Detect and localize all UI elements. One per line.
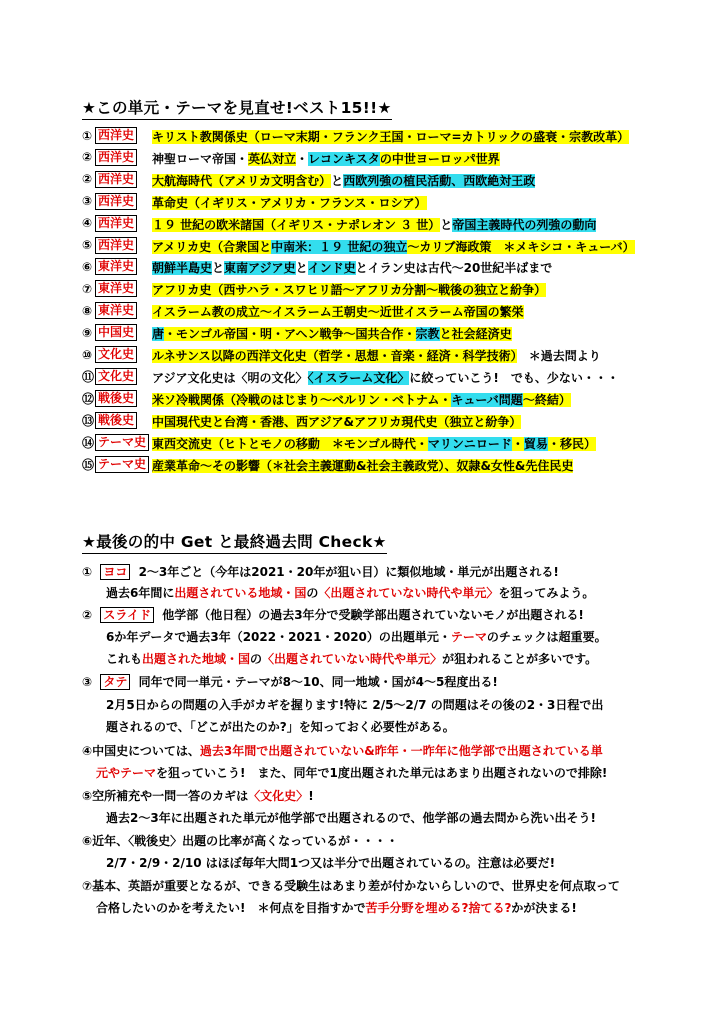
topic-text-segment: 帝国主義時代の列強の動向 (452, 217, 597, 232)
topic-description (152, 149, 500, 169)
topic-text-segment: アメリカ史（合衆国と (152, 239, 272, 254)
topic-text-segment: アジア文化史は〈明の文化〉 (152, 370, 308, 385)
topic-text-segment: 〈イスラーム文化〉 (307, 370, 410, 385)
topic-row (82, 346, 601, 366)
topic-text-segment: 米ソ冷戦関係（冷戦のはじまり～ベルリン・ベトナム・ (152, 392, 452, 407)
tip-tag-yoko: ヨコ (100, 564, 130, 580)
topic-text-segment: と (212, 261, 225, 276)
topic-description (152, 456, 573, 476)
topic-category: 文化史 (95, 368, 137, 385)
topic-text-segment: 唐 (152, 327, 165, 342)
tip-line-4: 6か年データで過去3年（2022・2021・2020）の出題単元・テーマのチェックは超重要。 (106, 630, 607, 644)
topic-category: 中国史 (95, 324, 137, 341)
topic-text-segment: アフリカ史（西サハラ・スワヒリ語～アフリカ分割～戦後の独立と紛争） (152, 283, 547, 298)
topic-category: 東洋史 (95, 280, 137, 297)
topic-text-segment: レコンキスタ (308, 151, 380, 166)
topic-row (82, 215, 597, 235)
topic-text-segment: インド史 (307, 261, 356, 276)
topic-text-segment: 宗教 (415, 327, 440, 342)
topic-text-segment: と (440, 217, 453, 232)
topic-text-segment: 貿易 (523, 436, 548, 451)
topic-description (152, 324, 512, 344)
topic-text-segment: ～終結） (522, 392, 571, 407)
topic-row (82, 171, 536, 191)
tip-line-3: ② スライド 他学部（他日程）の過去3年分で受験学部出題されていないモノが出題される! (82, 608, 584, 622)
section2-title: ★最後の的中 Get と最終過去問 Check★ (82, 530, 387, 554)
topic-row (82, 302, 524, 322)
tip-line-7: 2月5日からの問題の入手がカギを握ります!特に 2/5～2/7 の問題はその後の2・3日程で出 (106, 698, 604, 712)
topic-text-segment: と社会経済史 (439, 327, 512, 342)
topic-row (82, 193, 427, 213)
topic-number: ② (82, 172, 93, 187)
tip-line-9: ④中国史については、過去3年間で出題されていない&昨年・一昨年に他学部で出題されている単 (82, 744, 603, 758)
topic-text-segment: 神聖ローマ帝国・ (152, 151, 249, 166)
topic-number: ⑩ (82, 347, 93, 362)
topic-number: ⑤ (82, 238, 93, 252)
topic-text-segment: 中国現代史と台湾・香港、西アジア&アフリカ現代史（独立と紛争） (152, 414, 522, 429)
topic-row (82, 434, 596, 454)
topic-number: ③ (82, 194, 93, 209)
topic-description (152, 346, 601, 366)
topic-text-segment: キューバ問題 (451, 392, 523, 407)
topic-text-segment: ・移民） (547, 436, 596, 451)
topic-category: 西洋史 (95, 193, 137, 210)
topic-text-segment: とイラン史は古代～20世紀半ばまで (355, 261, 553, 276)
tip-line-14: 2/7・2/9・2/10 はほぼ毎年大問1つ又は半分で出題されているの。注意は必要だ! (106, 856, 556, 870)
tip-line-10: 元やテーマを狙っていこう! また、同年で1度出題された単元はあまり出題されないので排除! (96, 766, 608, 780)
topic-text-segment: マリンニロード (427, 436, 512, 451)
topic-description (152, 171, 535, 191)
topic-category: テーマ史 (95, 434, 149, 451)
topic-text-segment: 英仏対立 (248, 151, 297, 166)
tip-line-13: ⑥近年、〈戦後史〉出題の比率が高くなっているが・・・・ (82, 834, 399, 848)
topic-number: ① (82, 128, 93, 143)
topic-row (82, 368, 619, 388)
topic-text-segment: ＊過去問より (516, 349, 601, 363)
topic-category: 東洋史 (95, 258, 137, 275)
topic-text-segment: 産業革命～その影響（＊社会主義運動&社会主義政党）、奴隷&女性&先住民史 (152, 458, 574, 473)
topic-text-segment: 革命史（イギリス・アメリカ・フランス・ロシア） (152, 195, 427, 210)
topic-number: ⑪ (82, 369, 95, 384)
tip-line-12: 過去2～3年に出題された単元が他学部で出題されるので、他学部の過去問から洗い出そう! (106, 811, 596, 825)
topic-description (152, 127, 629, 147)
topic-text-segment: の中世ヨーロッパ世界 (379, 151, 500, 166)
topic-number: ⑨ (82, 325, 93, 340)
topic-text-segment: ・モンゴル帝国・明・アヘン戦争～国共合作・ (164, 327, 416, 342)
tip-line-6: ③ タテ 同年で同一単元・テーマが8～10、同一地域・国が4～5程度出る! (82, 675, 498, 689)
topic-category: 戦後史 (95, 412, 137, 429)
topic-number: ⑦ (82, 281, 93, 296)
topic-description (152, 434, 596, 454)
topic-text-segment: 東西交流史（ヒトとモノの移動 ＊モンゴル時代・ (152, 436, 428, 451)
topic-description (152, 390, 571, 410)
topic-category: 西洋史 (95, 127, 137, 144)
topic-text-segment: ・ (511, 436, 524, 451)
topic-row (82, 412, 522, 432)
topic-number: ⑫ (82, 391, 95, 406)
topic-text-segment: 中南米：１９ 世紀の独立 (271, 239, 408, 254)
tip-line-16: 合格したいのかを考えたい! ＊何点を目指すかで苦手分野を埋める?捨てる?かが決まる! (96, 901, 577, 915)
topic-category: 戦後史 (95, 390, 137, 407)
topic-category: テーマ史 (95, 456, 149, 473)
topic-row (82, 237, 635, 257)
tip-line-1: ① ヨコ 2～3年ごと（今年は2021・20年が狙い目）に類似地域・単元が出題される! (82, 565, 559, 579)
topic-text-segment: 大航海時代（アメリカ文明含む） (152, 173, 332, 188)
topic-number: ⑭ (82, 435, 95, 450)
topic-text-segment: ・ (296, 151, 309, 166)
topic-category: 東洋史 (95, 302, 137, 319)
topic-row (82, 456, 574, 476)
topic-category: 文化史 (95, 346, 137, 363)
topic-number: ② (82, 150, 93, 165)
topic-category: 西洋史 (95, 149, 137, 166)
topic-row (82, 390, 571, 410)
topic-number: ④ (82, 216, 93, 231)
topic-text-segment: ルネサンス以降の西洋文化史（哲学・思想・音楽・経済・科学技術） (152, 349, 517, 363)
topic-text-segment: 西欧列強の植民活動、西欧絶対王政 (343, 173, 536, 188)
topic-text-segment: 東南アジア史 (224, 261, 296, 276)
tip-tag-tate: タテ (100, 674, 130, 690)
topic-text-segment: １９ 世紀の欧米諸国（イギリス・ナポレオン ３ 世） (152, 217, 441, 232)
topic-row (82, 127, 630, 147)
tip-line-5: これも出題された地域・国の〈出題されていない時代や単元〉が狙われることが多いです。 (106, 652, 598, 666)
topic-number: ⑥ (82, 259, 93, 274)
topic-category: 西洋史 (95, 171, 137, 188)
tip-line-2: 過去6年間に出題されている地域・国の〈出題されていない時代や単元〉を狙ってみよう。 (106, 586, 595, 600)
topic-description (152, 215, 596, 235)
topic-number: ⑮ (82, 457, 95, 472)
topic-row (82, 258, 553, 278)
topic-text-segment: イスラーム教の成立～イスラーム王朝史～近世イスラーム帝国の繁栄 (152, 305, 524, 320)
topic-description (152, 280, 546, 300)
topic-number: ⑧ (82, 303, 93, 318)
topic-number: ⑬ (82, 413, 95, 428)
topic-text-segment: キリスト教関係史（ローマ末期・フランク王国・ローマ=カトリックの盛衰・宗教改革） (152, 130, 630, 144)
topic-description (152, 237, 635, 257)
topic-text-segment: と (331, 173, 344, 188)
topic-row (82, 149, 500, 169)
tip-line-8: 題されるので、「どこが出たのか?」を知っておく必要性がある。 (106, 720, 455, 734)
topic-description (152, 258, 552, 278)
topic-description (152, 412, 521, 432)
topic-text-segment: と (295, 261, 308, 276)
topic-description (152, 193, 427, 213)
topic-text-segment: に絞っていこう! でも、少ない・・・ (409, 370, 619, 385)
topic-description (152, 302, 524, 322)
topic-category: 西洋史 (95, 215, 137, 232)
tip-tag-slide: スライド (100, 607, 154, 623)
topic-text-segment: ～カリブ海政策 ＊メキシコ・キューバ） (407, 239, 635, 254)
topic-description (152, 368, 619, 388)
topic-row (82, 324, 512, 344)
tip-line-15: ⑦基本、英語が重要となるが、できる受験生はあまり差が付かないらしいので、世界史を何点取って (82, 879, 620, 893)
topic-row (82, 280, 547, 300)
section1-title: ★この単元・テーマを見直せ!ベスト15!!★ (82, 96, 392, 120)
topic-text-segment: 朝鮮半島史 (152, 261, 213, 276)
topic-category: 西洋史 (95, 237, 137, 254)
tip-line-11: ⑤空所補充や一問一答のカギは〈文化史〉! (82, 789, 314, 803)
